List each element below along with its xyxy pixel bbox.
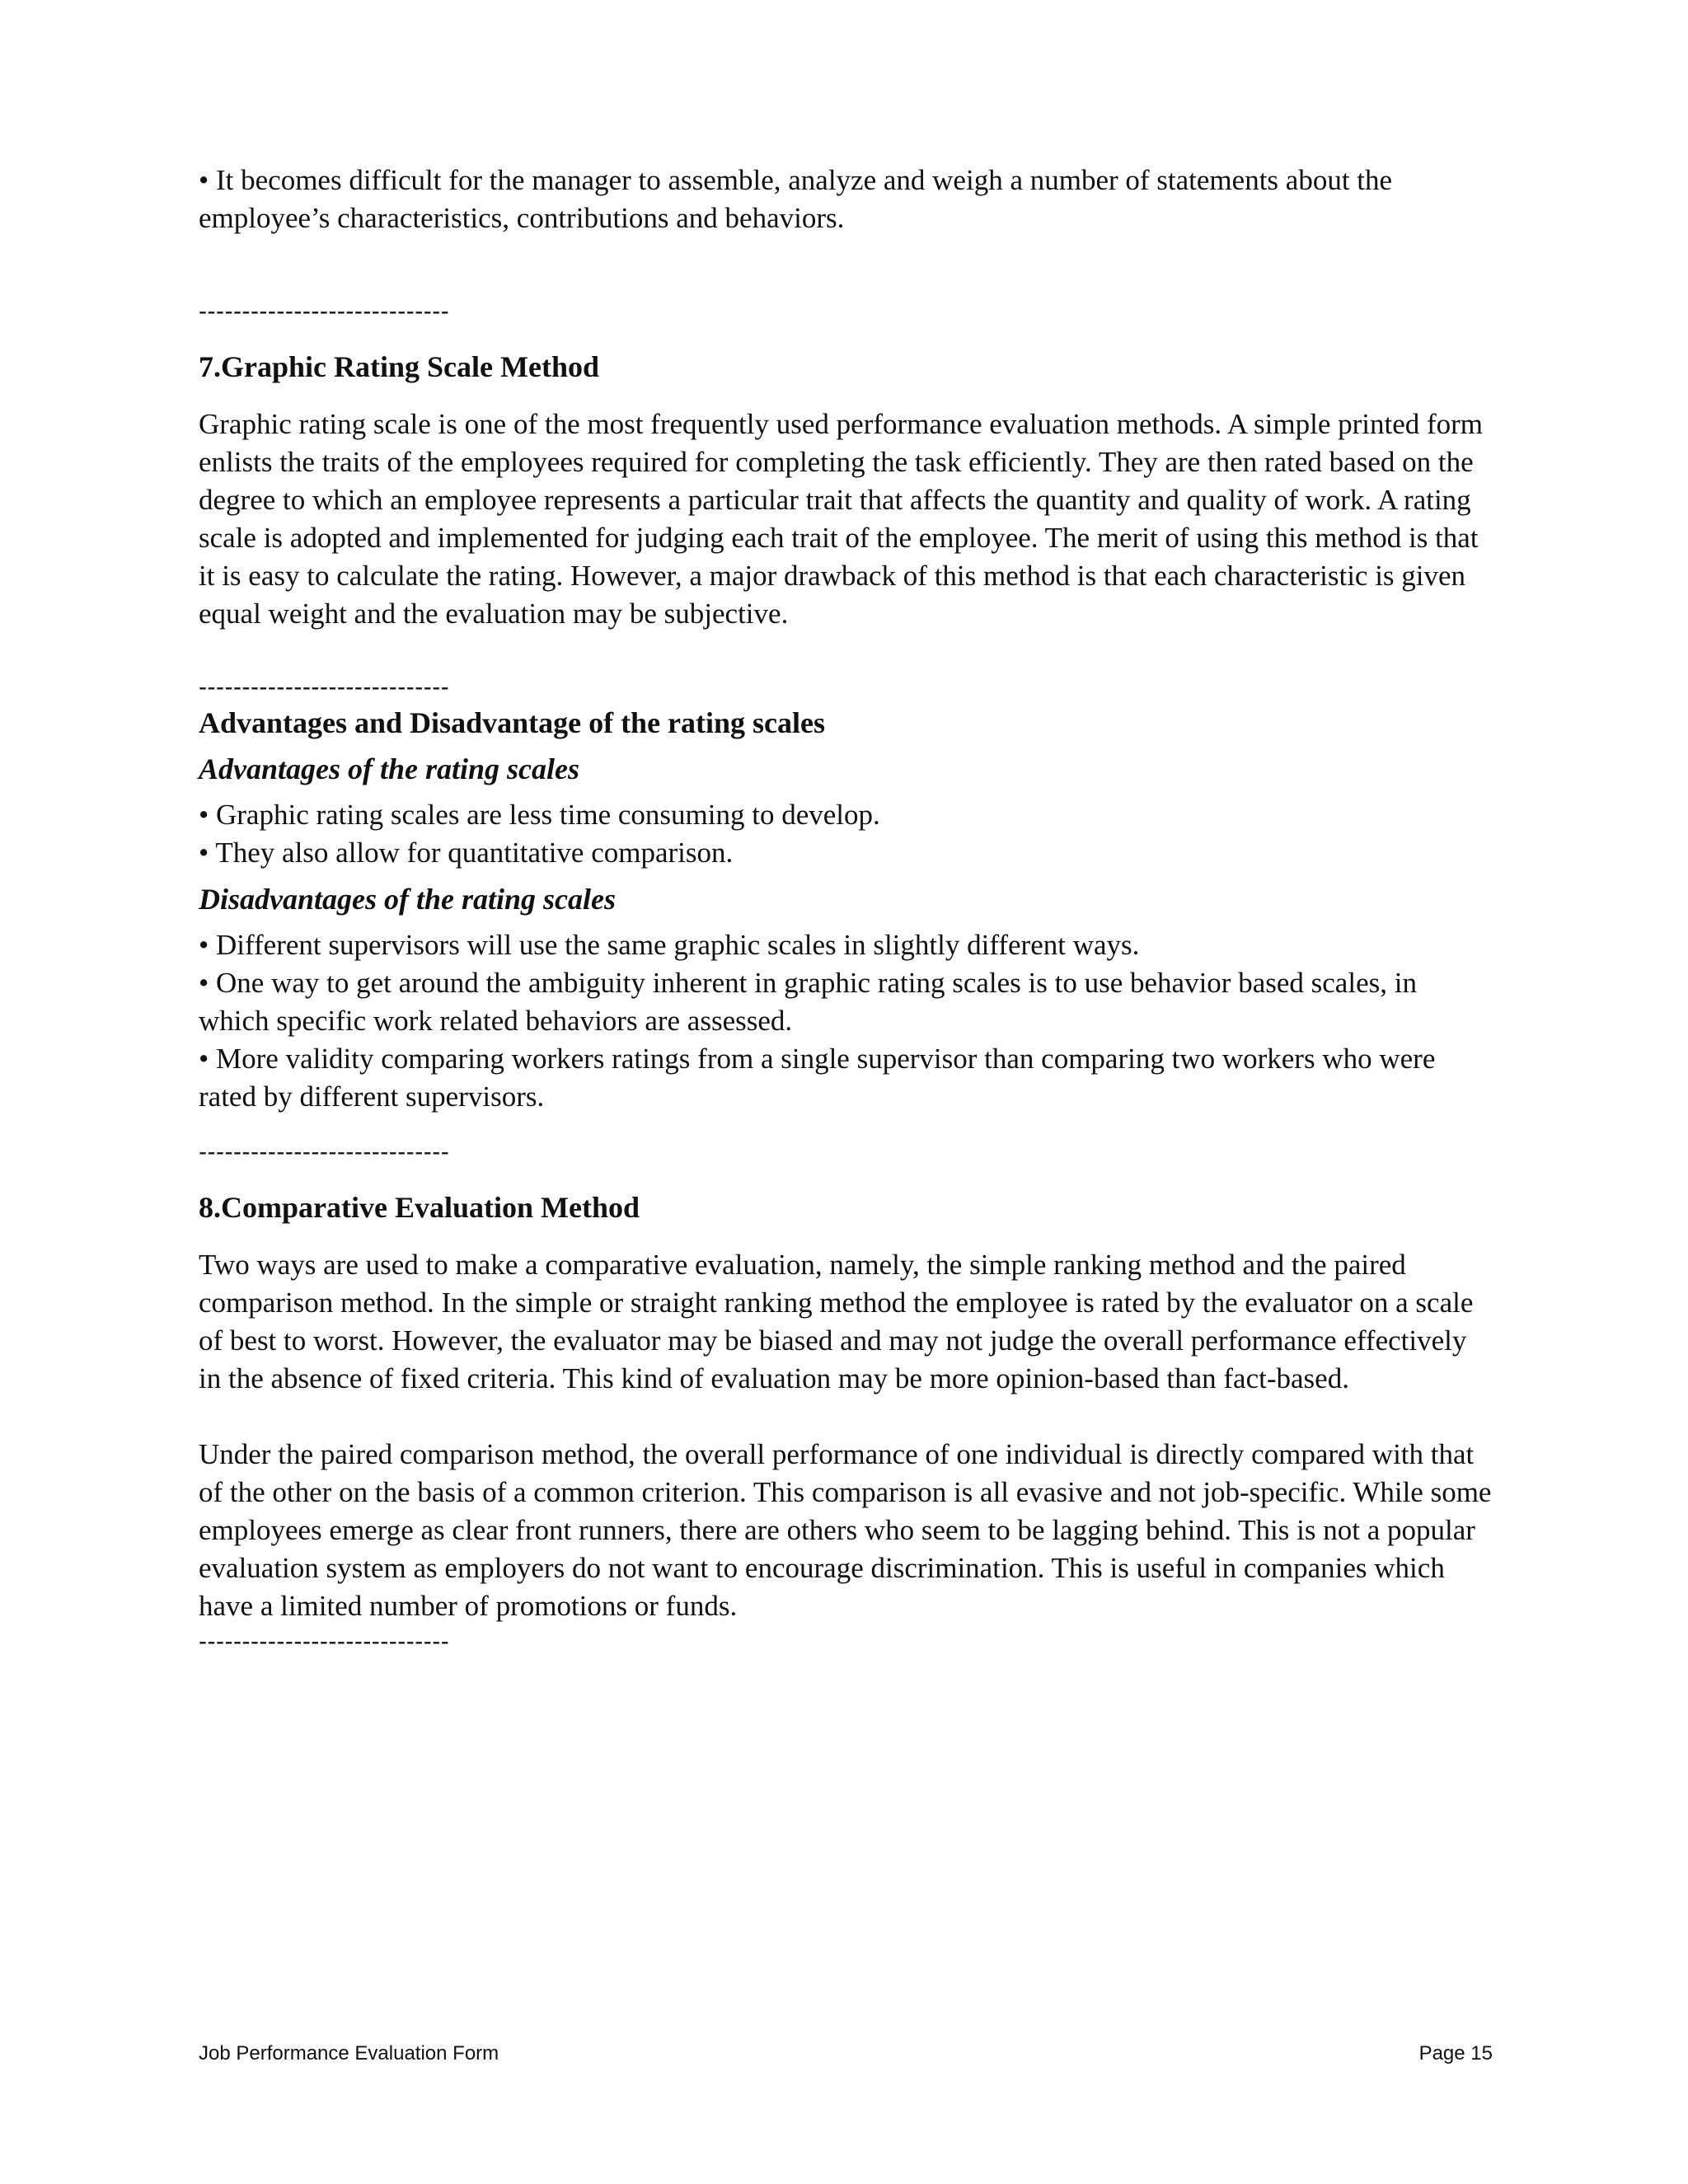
page-content bbox=[199, 162, 1493, 1658]
advantages-disadvantages-title: Advantages and Disadvantage of the rating scales bbox=[199, 706, 826, 739]
disadvantages-title: Disadvantages of the rating scales bbox=[199, 883, 617, 916]
page-number: Page 15 bbox=[1418, 2042, 1493, 2064]
separator-2: ----------------------------- bbox=[199, 673, 450, 701]
section-8-paragraph-1: Two ways are used to make a comparative evaluation, namely, the simple ranking method and the paired comparison method. In the simple or straight ranking method the employee is rated by the evaluator on a scale of best to worst. However, the evaluator may be biased and may not judge the overall performance effectively in the absence of fixed criteria. This kind of evaluation may be more opinion-based than fact-based. bbox=[199, 1249, 1474, 1394]
footer-title: Job Performance Evaluation Form bbox=[199, 2042, 499, 2064]
intro-bullet: • It becomes difficult for the manager to assemble, analyze and weigh a number of statements about the employee’s characteristics, contributions and behaviors. bbox=[199, 164, 1393, 234]
section-8-paragraph-2: Under the paired comparison method, the overall performance of one individual is directly compared with that of the other on the basis of a common criterion. This comparison is all evasive and not job-specific. While some employees emerge as clear front runners, there are others who seem to be lagging behind. This is not a popular evaluation system as employers do not want to encourage discrimination. This is useful in companies which have a limited number of promotions or funds. bbox=[199, 1438, 1492, 1622]
section-7-body: Graphic rating scale is one of the most frequently used performance evaluation methods. A simple printed form enlists the traits of the employees required for completing the task efficiently. They are then rated based on the degree to which an employee represents a particular trait that affects the quantity and quality of work. A rating scale is adopted and implemented for judging each trait of the employee. The merit of using this method is that it is easy to calculate the rating. However, a major drawback of this method is that each characteristic is given equal weight and the evaluation may be subjective. bbox=[199, 408, 1484, 630]
separator-3: ----------------------------- bbox=[199, 1138, 450, 1165]
section-7-title: 7.Graphic Rating Scale Method bbox=[199, 350, 599, 383]
advantage-item: • Graphic rating scales are less time consuming to develop. bbox=[199, 799, 880, 831]
advantages-title: Advantages of the rating scales bbox=[199, 752, 580, 785]
separator-1: ----------------------------- bbox=[199, 298, 450, 325]
section-8-title: 8.Comparative Evaluation Method bbox=[199, 1191, 640, 1224]
separator-4: ----------------------------- bbox=[199, 1628, 450, 1655]
advantage-item: • They also allow for quantitative comparison. bbox=[199, 837, 734, 869]
disadvantage-item: • More validity comparing workers ratings from a single supervisor than comparing two workers who were rated by different supervisors. bbox=[199, 1043, 1436, 1113]
disadvantage-item: • Different supervisors will use the same graphic scales in slightly different ways. bbox=[199, 929, 1140, 961]
disadvantage-item: • One way to get around the ambiguity inherent in graphic rating scales is to use behavior based scales, in which specific work related behaviors are assessed. bbox=[199, 967, 1417, 1037]
